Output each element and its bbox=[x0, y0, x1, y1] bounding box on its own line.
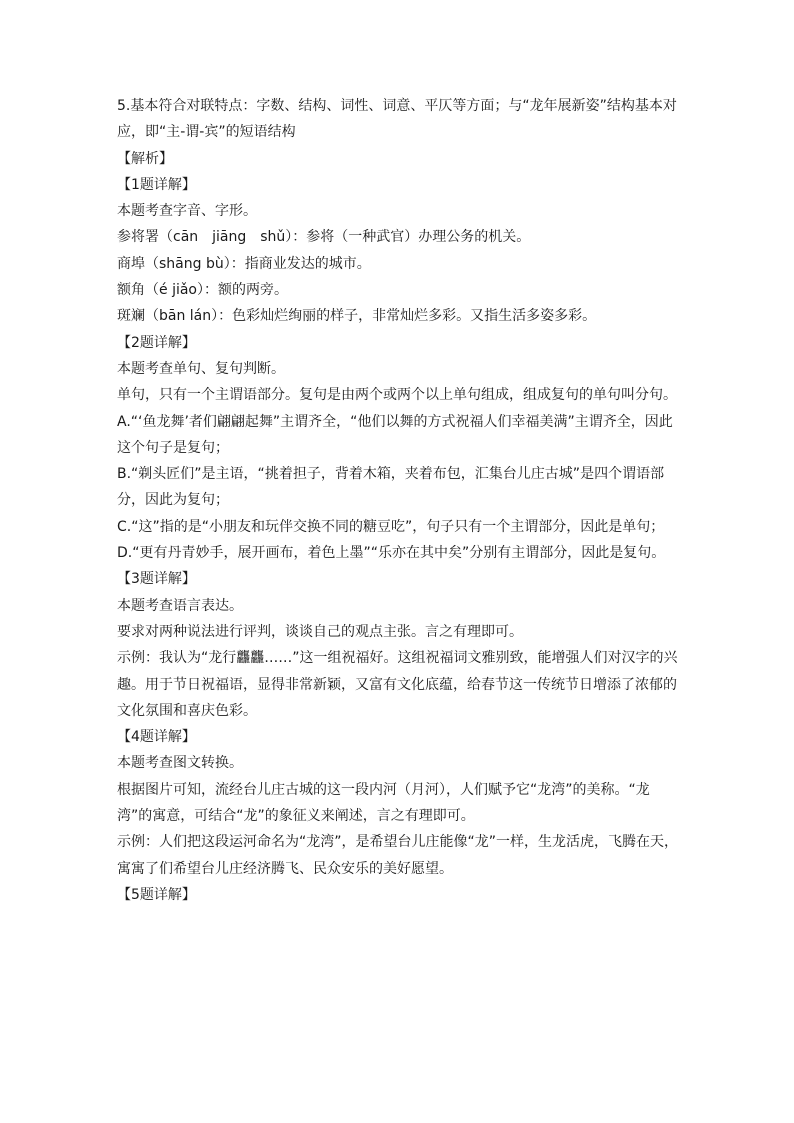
q1-item-4: 斑斓（bān lán）：色彩灿烂绚丽的样子，非常灿烂多彩。又指生活多姿多彩。 bbox=[117, 308, 597, 325]
q2-option-b: B.“剃头匠们”是主语，“挑着担子，背着木箱，夹着布包，汇集台儿庄古城”是四个谓语部分，因此为复句； bbox=[117, 466, 665, 509]
q1-heading: 【1题详解】 bbox=[117, 176, 196, 193]
document-page bbox=[117, 93, 679, 908]
q2-definition: 单句，只有一个主谓语部分。复句是由两个或两个以上单句组成，组成复句的单句叫分句。 bbox=[117, 387, 677, 404]
q3-intro: 本题考查语言表达。 bbox=[117, 597, 243, 614]
q4-intro: 本题考查图文转换。 bbox=[117, 755, 243, 772]
q5-heading: 【5题详解】 bbox=[117, 886, 196, 903]
q2-heading: 【2题详解】 bbox=[117, 334, 196, 351]
q4-example: 示例：人们把这段运河命名为“龙湾”，是希望台儿庄能像“龙”一样，生龙活虎，飞腾在天，寓寓了们希望台儿庄经济腾飞、民众安乐的美好愿望。 bbox=[117, 834, 679, 877]
q2-option-c: C.“这”指的是“小朋友和玩伴交换不同的糖豆吃”，句子只有一个主谓部分，因此是单句； bbox=[117, 518, 665, 535]
q1-intro: 本题考查字音、字形。 bbox=[117, 203, 257, 220]
q4-explanation: 根据图片可知，流经台儿庄古城的这一段内河（月河），人们赋予它“龙湾”的美称。“龙湾”的寓意，可结合“龙”的象征义来阐述，言之有理即可。 bbox=[117, 781, 650, 825]
q1-item-2: 商埠（shāng bù）：指商业发达的城市。 bbox=[117, 255, 371, 272]
q3-requirement: 要求对两种说法进行评判，谈谈自己的观点主张。言之有理即可。 bbox=[117, 623, 523, 640]
answer-5-text: 5.基本符合对联特点：字数、结构、词性、词意、平仄等方面；与“龙年展新姿”结构基本对应，即“主-谓-宾”的短语结构 bbox=[117, 98, 677, 141]
q2-intro: 本题考查单句、复句判断。 bbox=[117, 360, 285, 377]
q2-option-a: A.“‘鱼龙舞’者们翩翩起舞”主谓齐全，“他们以舞的方式祝福人们幸福美满”主谓齐全，因此这个句子是复句； bbox=[117, 413, 673, 456]
q1-item-1: 参将署（cān jiāng shǔ）：参将（一种武官）办理公务的机关。 bbox=[117, 229, 531, 246]
q3-heading: 【3题详解】 bbox=[117, 571, 196, 588]
q4-heading: 【4题详解】 bbox=[117, 729, 196, 746]
q2-option-d: D.“更有丹青妙手，展开画布，着色上墨”“乐亦在其中矣”分别有主谓部分，因此是复句。 bbox=[117, 545, 666, 562]
q3-example: 示例：我认为“龙行龘龘……”这一组祝福好。这组祝福词文雅别致，能增强人们对汉字的兴趣。用于节日祝福语，显得非常新颖，又富有文化底蕴，给春节这一传统节日增添了浓郁的文化氛围和喜庆色彩。 bbox=[117, 650, 678, 719]
analysis-heading: 【解析】 bbox=[117, 150, 173, 167]
q1-item-3: 额角（é jiǎo）：额的两旁。 bbox=[117, 282, 288, 299]
